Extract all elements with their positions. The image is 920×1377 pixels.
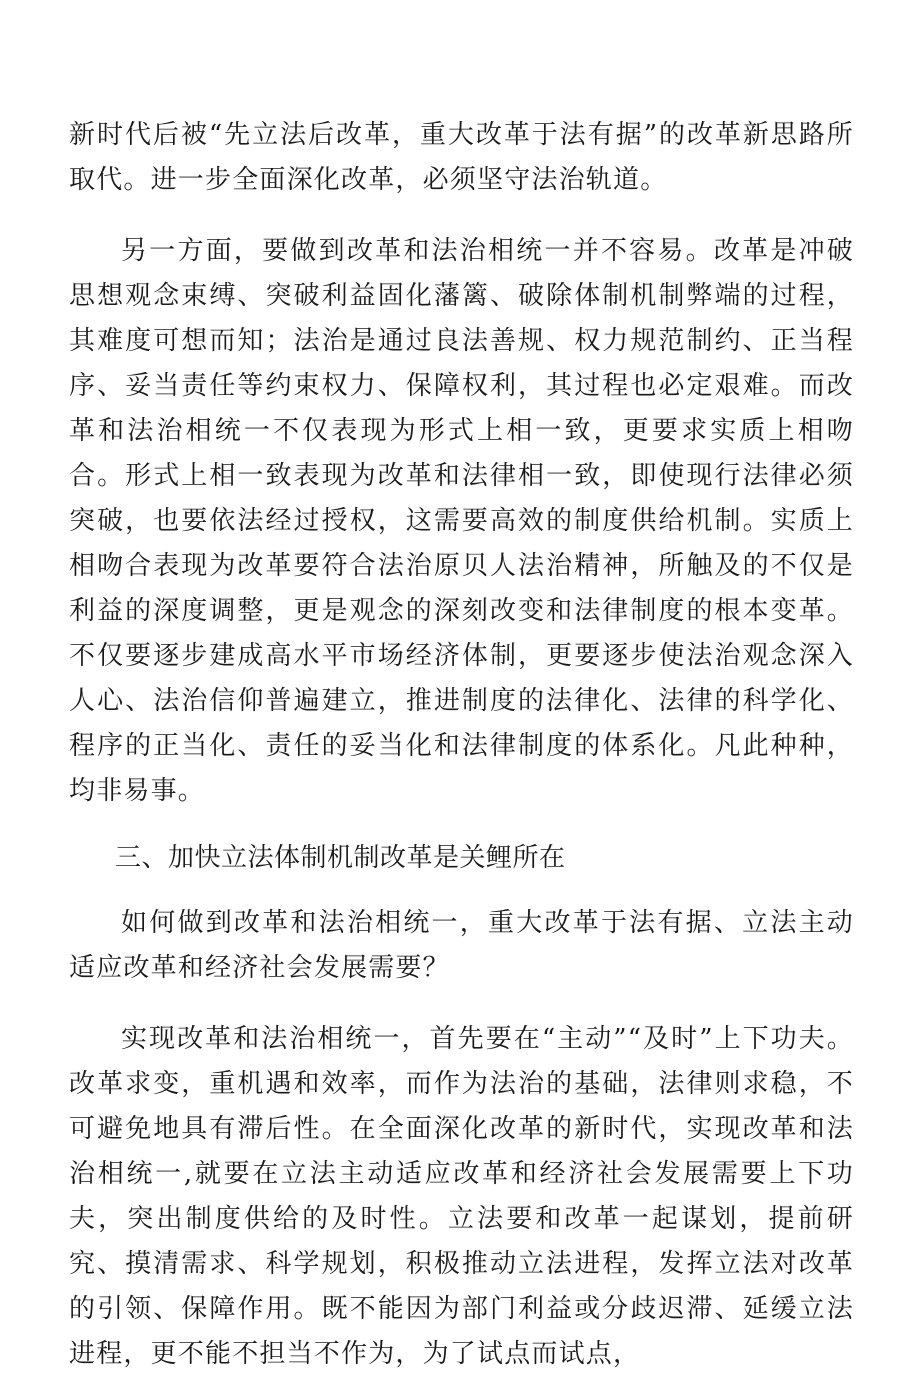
paragraph-difficulty: 另一方面，要做到改革和法治相统一并不容易。改革是冲破思想观念束缚、突破利益固化藩篱、破除体制机制弊端的过程，其难度可想而知；法治是通过良法善规、权力规范制约、正当程序、妥当责任等约束权力、保障权利，其过程也必定艰难。而改革和法治相统一不仅表现为形式上相一致，更要求实质上相吻合。形式上相一致表现为改革和法律相一致，即使现行法律必须突破，也要依法经过授权，这需要高效的制度供给机制。实质上相吻合表现为改革要符合法治原贝人法治精神，所触及的不仅是利益的深度调整，更是观念的深刻改变和法律制度的根本变革。不仅要逐步建成高水平市场经济体制，更要逐步使法治观念深入人心、法治信仰普遍建立，推进制度的法律化、法律的科学化、程序的正当化、责任的妥当化和法律制度的体系化。凡此种种，均非易事。 xyxy=(69,236,854,806)
paragraph-proactive-timely: 实现改革和法治相统一，首先要在“主动”“及时”上下功夫。改革求变，重机遇和效率，而作为法治的基础，法律则求稳，不可避免地具有滞后性。在全面深化改革的新时代，实现改革和法治相统一,就要在立法主动适应改革和经济社会发展需要上下功夫，突出制度供给的及时性。立法要和改革一起谋划，提前研究、摸清需求、科学规划，积极推动立法进程，发挥立法对改革的引领、保障作用。既不能因为部门利益或分歧迟滞、延缓立法进程，更不能不担当不作为，为了试点而试点， xyxy=(69,1024,854,1369)
paragraph-question: 如何做到改革和法治相统一，重大改革于法有据、立法主动适应改革和经济社会发展需要？ xyxy=(69,908,854,983)
paragraph-continuation: 新时代后被“先立法后改革，重大改革于法有据”的改革新思路所取代。进一步全面深化改革，必须坚守法治轨道。 xyxy=(69,120,854,195)
section-heading-3: 三、加快立法体制机制改革是关鲤所在 xyxy=(115,843,566,873)
